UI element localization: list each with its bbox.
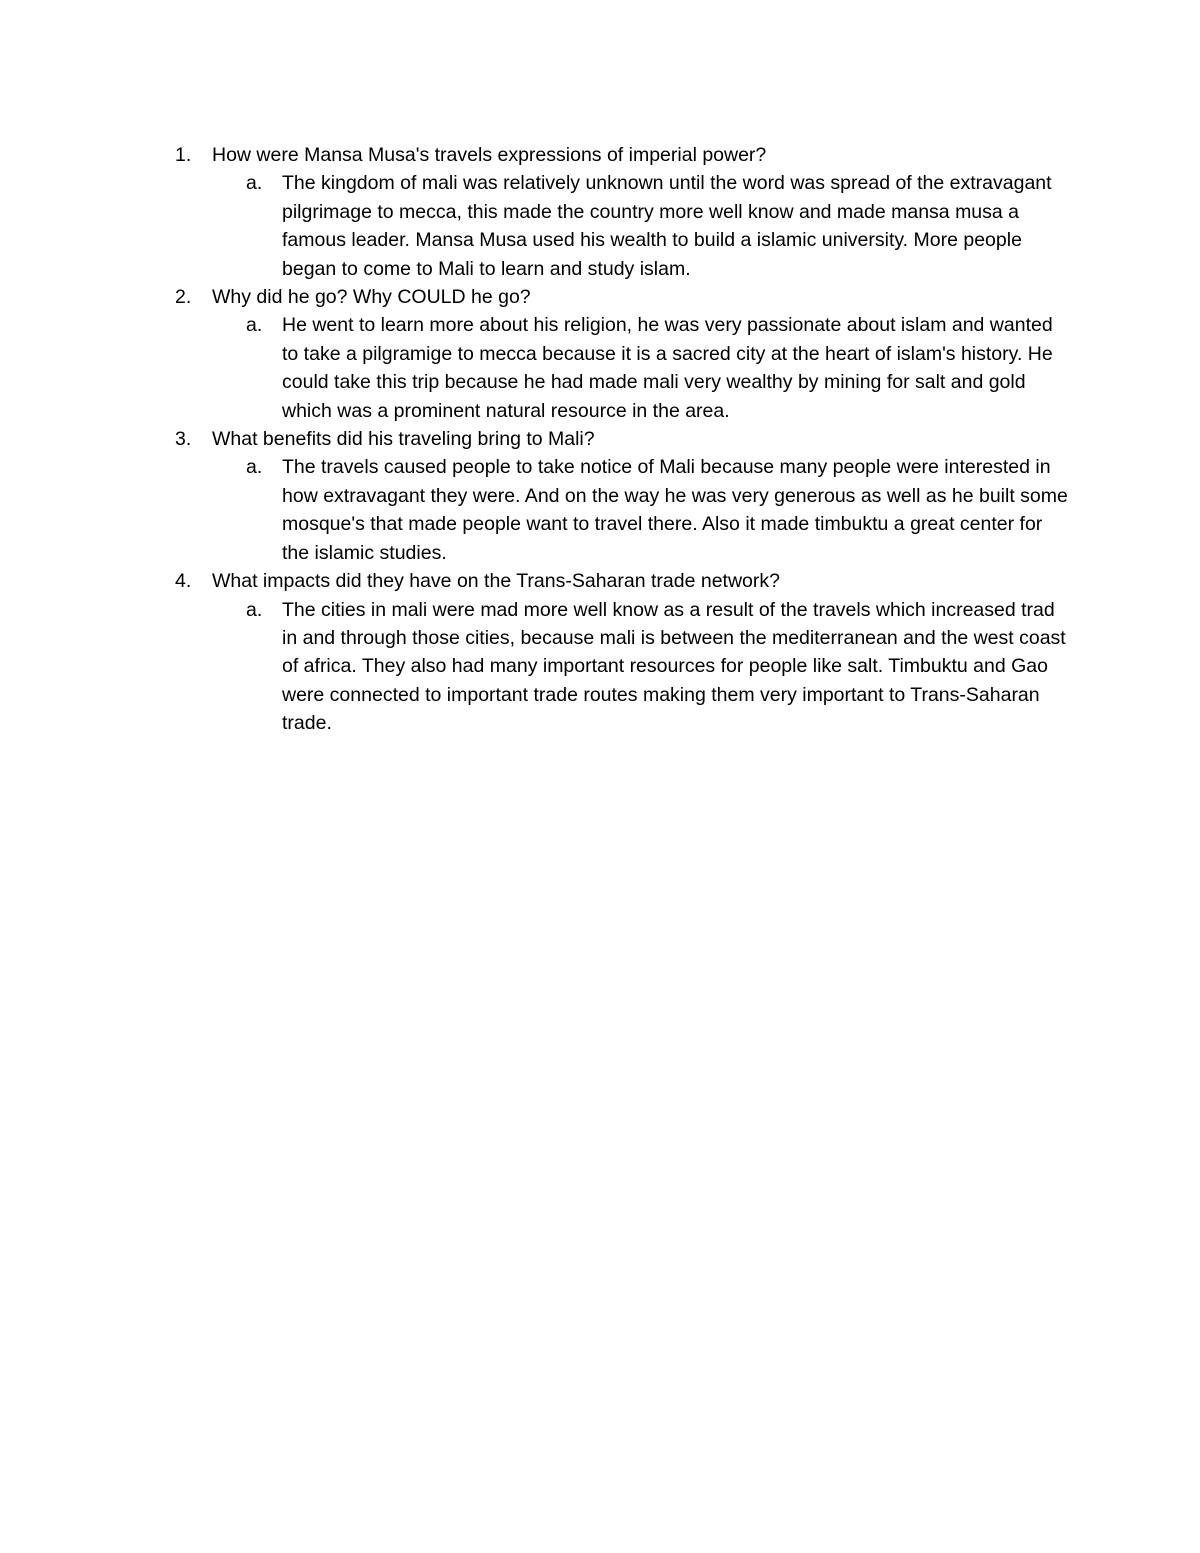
question-text: How were Mansa Musa's travels expressions of imperial power?: [212, 144, 767, 166]
answer-letter: a.: [246, 172, 263, 195]
question-number: 4.: [175, 570, 192, 593]
answer-text: He went to learn more about his religion, he was very passionate about islam and wanted to take a pilgramige to mecca because it is a sacred city at the heart of islam's history. He could take this trip because he had made mali very wealthy by mining for salt and gold which was a prominent natural resource in the area.: [282, 314, 1053, 422]
question-list: [150, 141, 1070, 738]
answer-item: [212, 596, 1070, 738]
answer-item: [212, 169, 1070, 283]
answer-container: [150, 453, 1070, 567]
question-number: 1.: [175, 144, 192, 166]
answer-letter: a.: [246, 314, 263, 337]
question-number: 3.: [175, 428, 192, 451]
answer-letter: a.: [246, 456, 263, 479]
question-text: What impacts did they have on the Trans-Saharan trade network?: [212, 570, 780, 593]
question-item: [150, 283, 1070, 311]
question-item: [150, 567, 1070, 595]
answer-item: [212, 311, 1070, 425]
answer-item: [212, 453, 1070, 567]
answer-text: The travels caused people to take notice of Mali because many people were interested in how extravagant they were. And on the way he was very generous as well as he built some mosque's that made people want to travel there. Also it made timbuktu a great center for the islamic studies.: [282, 456, 1068, 564]
question-item: [150, 425, 1070, 453]
answer-container: [150, 311, 1070, 425]
answer-container: [150, 169, 1070, 283]
answer-text: The cities in mali were mad more well know as a result of the travels which increased trad in and through those cities, because mali is between the mediterranean and the west coast of africa. They also had many important resources for people like salt. Timbuktu and Gao were connected to important trade routes making them very important to Trans-Saharan trade.: [282, 598, 1066, 735]
question-item: [150, 141, 1070, 169]
question-text: What benefits did his traveling bring to Mali?: [212, 428, 595, 451]
answer-letter: a.: [246, 598, 263, 621]
question-text: Why did he go? Why COULD he go?: [212, 286, 531, 309]
question-number: 2.: [175, 286, 192, 309]
answer-text: The kingdom of mali was relatively unknown until the word was spread of the extravagant pilgrimage to mecca, this made the country more well know and made mansa musa a famous leader. Mansa Musa used his wealth to build a islamic university. More people began to come to Mali to learn and study islam.: [282, 172, 1052, 280]
answer-container: [150, 596, 1070, 738]
